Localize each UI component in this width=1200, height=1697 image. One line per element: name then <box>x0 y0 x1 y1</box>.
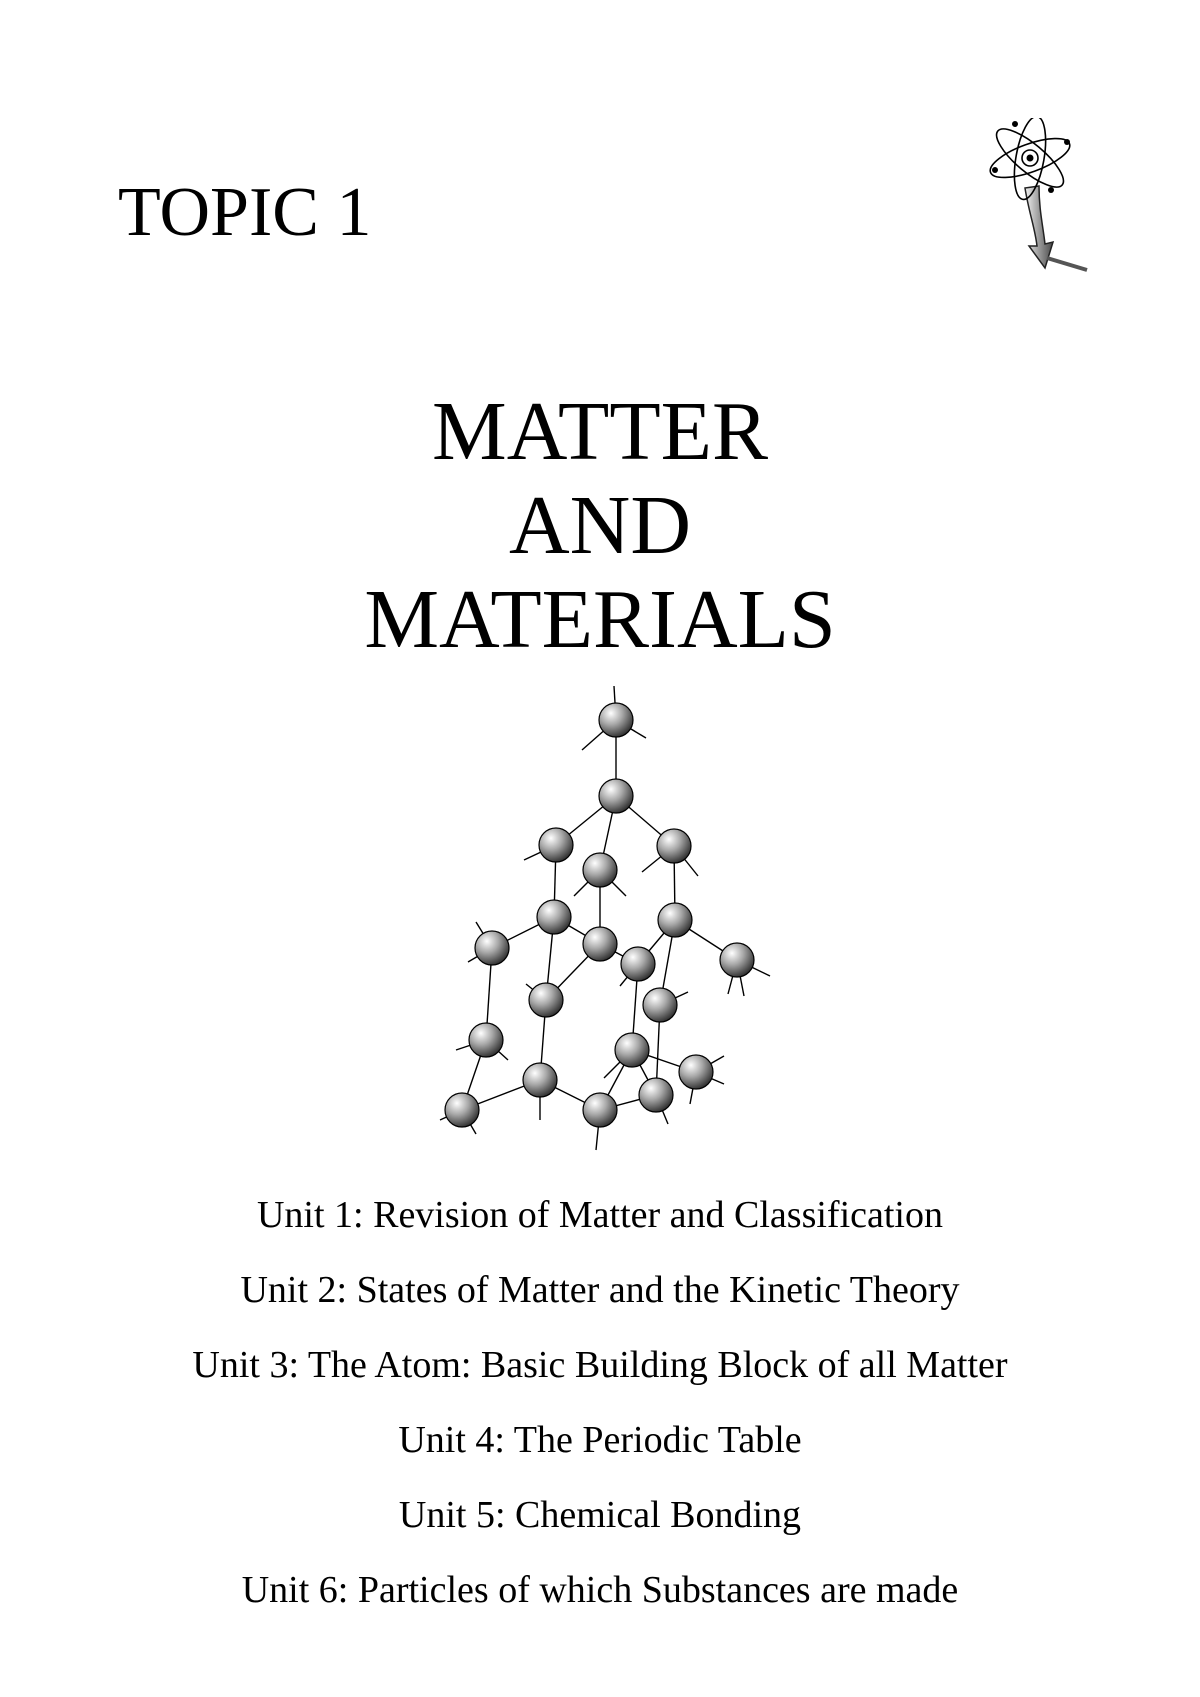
unit-item: Unit 1: Revision of Matter and Classification <box>256 1194 943 1236</box>
unit-item: Unit 5: Chemical Bonding <box>398 1494 802 1536</box>
title-line: AND <box>509 479 691 572</box>
atom-arrow-icon <box>985 118 1095 278</box>
unit-item: Unit 6: Particles of which Substances are made <box>241 1569 959 1611</box>
unit-item: Unit 2: States of Matter and the Kinetic Theory <box>240 1269 960 1311</box>
title-line: MATERIALS <box>364 573 836 666</box>
unit-item: Unit 3: The Atom: Basic Building Block of all Matter <box>192 1344 1008 1386</box>
topic-label: TOPIC 1 <box>118 174 372 251</box>
molecule-structure-icon <box>420 680 790 1160</box>
title-line: MATTER <box>432 385 768 478</box>
units-list <box>0 1178 1200 1628</box>
unit-item: Unit 4: The Periodic Table <box>398 1419 802 1461</box>
main-title <box>0 385 1200 667</box>
